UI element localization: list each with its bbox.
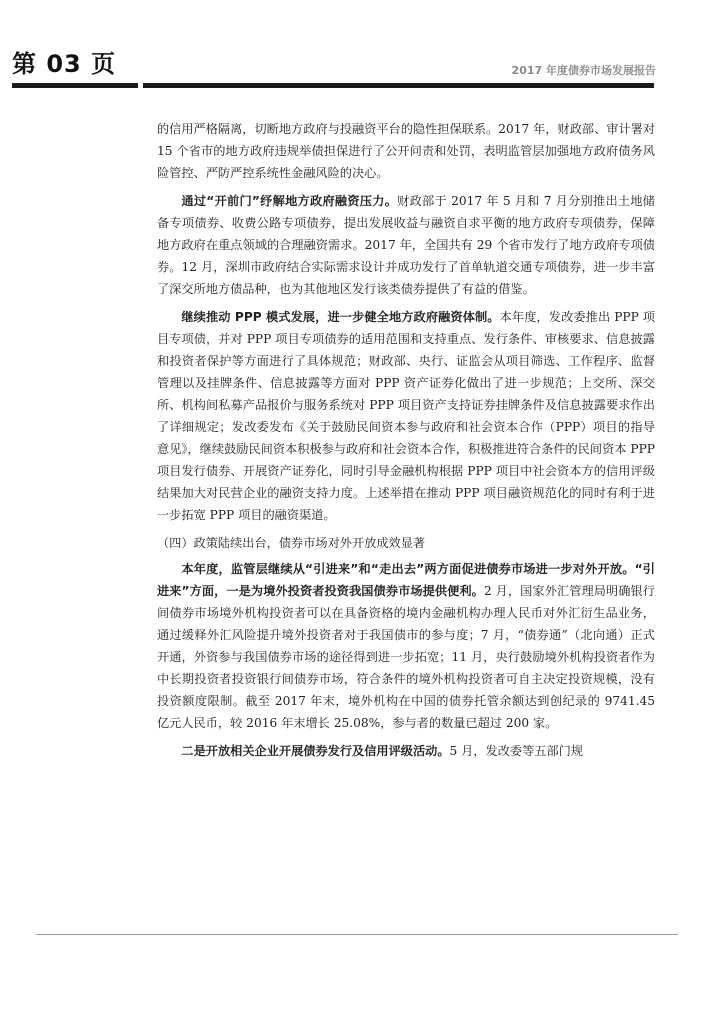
paragraph-4-lead: 本年度，监管层继续从“引进来”和“走出去”两方面促进债券市场进一步对外开放。“引进来”方面，一是为境外投资者投资我国债券市场提供便利。 xyxy=(157,562,655,598)
paragraph-5-lead: 二是开放相关企业开展债券发行及信用评级活动。 xyxy=(181,744,450,758)
paragraph-3-lead: 继续推动 PPP 模式发展，进一步健全地方政府融资体制。 xyxy=(181,310,500,324)
header-rule-right xyxy=(143,83,654,88)
footer-rule xyxy=(36,934,678,935)
paragraph-4-text: 2 月，国家外汇管理局明确银行间债券市场境外机构投资者可以在具备资格的境内金融机构办理人民币对外汇衍生品业务，通过缓释外汇风险提升境外投资者对于我国债市的参与度；7 月，“债券通”（北向通）正式开通，外资参与我国债券市场的途径得到进一步拓宽；11 月，央行鼓励境外机构投资者作为中长期投资者投资银行间债券市场，符合条件的境外机构投资者可自主决定投资规模，没有投资额度限制。截至 2017 年末，境外机构在中国的债券托管余额达到创纪录的 9741.45 亿元人民币，较 2016 年末增长 25.08%，参与者的数量已超过 200 家。 xyxy=(157,584,655,730)
paragraph-1: 的信用严格隔离，切断地方政府与投融资平台的隐性担保联系。2017 年，财政部、审计署对 15 个省市的地方政府违规举债担保进行了公开问责和处罚，表明监管层加强地方政府债务风险管控、严防严控系统性金融风险的决心。 xyxy=(157,122,656,180)
paragraph-3-text: 本年度，发改委推出 PPP 项目专项债，并对 PPP 项目专项债券的适用范围和支持重点、发行条件、审核要求、信息披露和投资者保护等方面进行了具体规范；财政部、央行、证监会从项目筛选、工作程序、监督管理以及挂牌条件、信息披露等方面对 PPP 资产证券化做出了进一步规范；上交所、深交所、机构间私募产品报价与服务系统对 PPP 项目资产支持证券挂牌条件及信息披露要求作出了详细规定；发改委发布《关于鼓励民间资本参与政府和社会资本合作（PPP）项目的指导意见》，继续鼓励民间资本积极参与政府和社会资本合作，积极推进符合条件的民间资本 PPP 项目发行债券、开展资产证券化，同时引导金融机构根据 PPP 项目中社会资本方的信用评级结果加大对民营企业的融资支持力度。上述举措在推动 PPP 项目融资规范化的同时有利于进一步拓宽 PPP 项目的融资渠道。 xyxy=(157,310,655,522)
page-number: 第 03 页 xyxy=(12,50,117,78)
header-rule-left xyxy=(12,83,138,88)
paragraph-2-lead: 通过“开前门”纾解地方政府融资压力。 xyxy=(181,194,398,208)
paragraph-5 xyxy=(157,740,655,762)
page-body xyxy=(157,118,655,768)
report-title: 2017 年度债券市场发展报告 xyxy=(511,64,656,77)
paragraph-5-text: 5 月，发改委等五部门规 xyxy=(449,744,584,758)
paragraph-2 xyxy=(157,190,655,300)
paragraph-2-text: 财政部于 2017 年 5 月和 7 月分别推出土地储备专项债券、收费公路专项债券，提出发展收益与融资自求平衡的地方政府专项债券，保障地方政府在重点领域的合理融资需求。2017 年，全国共有 29 个省市发行了地方政府专项债券。12 月，深圳市政府结合实际需求设计并成功发行了首单轨道交通专项债券，进一步丰富了深交所地方债品种，也为其他地区发行该类债券提供了有益的借鉴。 xyxy=(157,194,655,296)
paragraph-4 xyxy=(157,558,655,734)
paragraph-3 xyxy=(157,306,655,526)
section-heading: （四）政策陆续出台，债券市场对外开放成效显著 xyxy=(157,536,426,550)
